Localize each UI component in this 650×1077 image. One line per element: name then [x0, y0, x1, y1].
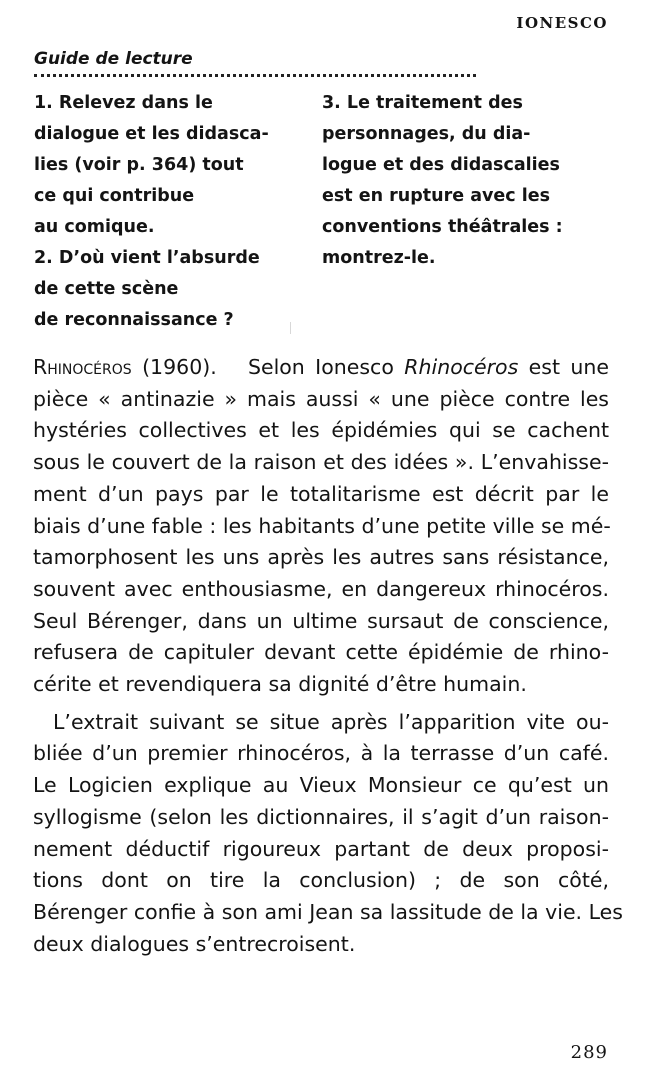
guide-title: Guide de lecture — [34, 49, 193, 69]
lead-italic-title: Rhinocéros — [404, 355, 519, 379]
question-line: logue et des didascalies — [322, 155, 560, 175]
work-date: (1960). — [142, 355, 217, 379]
question-item — [34, 88, 294, 243]
body-text — [33, 352, 623, 960]
question-item — [322, 88, 622, 274]
body-line: L’extrait suivant se situe après l’apparition vite ou- — [53, 709, 609, 734]
body-line: nement déductif rigoureux partant de deux proposi- — [33, 836, 609, 861]
body-line: sous le couvert de la raison et des idées ». L’envahisse- — [33, 450, 609, 475]
lead-text-1: Selon Ionesco — [247, 355, 405, 379]
paragraph-1 — [33, 352, 609, 701]
faint-mark — [290, 322, 291, 334]
body-line: biais d’une fable : les habitants d’une petite ville se mé- — [33, 513, 611, 538]
question-item — [34, 243, 294, 336]
paragraph-2 — [33, 707, 623, 961]
body-line: pièce « antinazie » mais aussi « une pièce contre les — [33, 386, 609, 411]
page-number: 289 — [570, 1042, 608, 1063]
body-line: ment d’un pays par le totalitarisme est décrit par le — [33, 481, 609, 506]
questions-right-column — [322, 88, 622, 274]
questions-left-column — [34, 88, 294, 336]
question-line: ce qui contribue — [34, 186, 195, 206]
dotted-rule — [34, 74, 476, 77]
running-head: IONESCO — [516, 14, 608, 32]
question-line: 1. Relevez dans le — [34, 93, 213, 113]
paragraph-1-lead-line — [33, 352, 609, 384]
body-line: syllogisme (selon les dictionnaires, il s’agit d’un raison- — [33, 804, 609, 829]
body-line: Seul Bérenger, dans un ultime sursaut de conscience, — [33, 608, 609, 633]
question-line: montrez-le. — [322, 248, 436, 268]
question-line: 3. Le traitement des — [322, 93, 523, 113]
body-line: refusera de capituler devant cette épidémie de rhino- — [33, 640, 609, 665]
question-line: est en rupture avec les — [322, 186, 551, 206]
question-line: personnages, du dia- — [322, 124, 531, 144]
body-line: tions dont on tire la conclusion) ; de son côté, — [33, 868, 609, 893]
body-line: Le Logicien explique au Vieux Monsieur ce qu’est un — [33, 773, 609, 798]
body-line: bliée d’un premier rhinocéros, à la terrasse d’un café. — [33, 741, 609, 766]
body-line: deux dialogues s’entrecroisent. — [33, 931, 356, 956]
work-title: Rhinocéros — [33, 355, 132, 379]
question-line: de reconnaissance ? — [34, 310, 234, 330]
body-line: cérite et revendiquera sa dignité d’être humain. — [33, 672, 527, 697]
question-line: lies (voir p. 364) tout — [34, 155, 244, 175]
question-line: au comique. — [34, 217, 155, 237]
body-line: hystéries collectives et les épidémies qui se cachent — [33, 418, 609, 443]
question-line: conventions théâtrales : — [322, 217, 563, 237]
body-line: tamorphosent les uns après les autres sans résistance, — [33, 545, 609, 570]
question-line: de cette scène — [34, 279, 179, 299]
body-line: Bérenger confie à son ami Jean sa lassitude de la vie. Les — [33, 899, 623, 924]
question-line: dialogue et les didasca- — [34, 124, 269, 144]
body-line: souvent avec enthousiasme, en dangereux rhinocéros. — [33, 576, 609, 601]
question-line: 2. D’où vient l’absurde — [34, 248, 260, 268]
lead-text-2: est une — [518, 355, 609, 379]
